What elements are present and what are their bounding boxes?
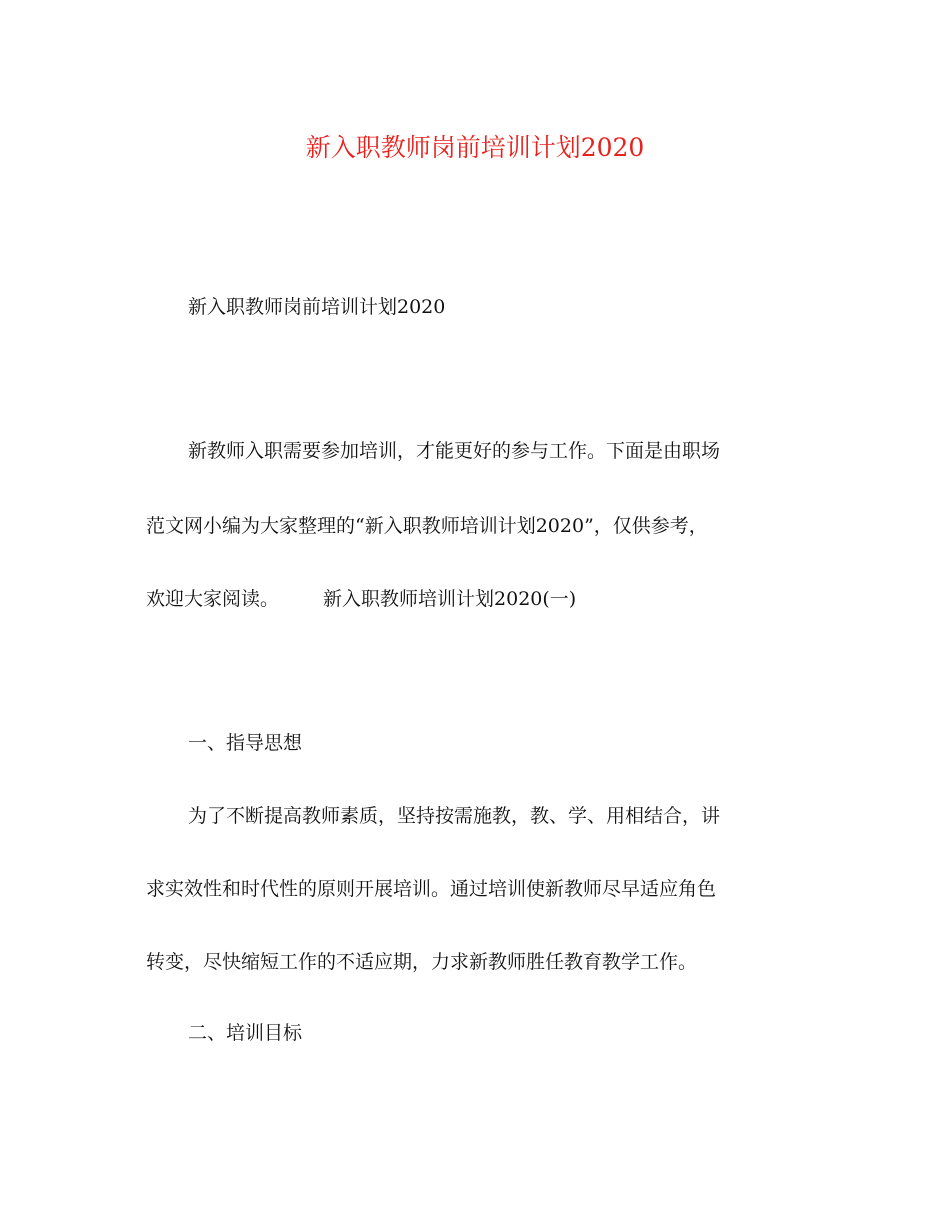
section-1-line-1: 为了不断提高教师素质，坚持按需施教，教、学、用相结合，讲 xyxy=(188,805,721,827)
section-1-line-2: 求实效性和时代性的原则开展培训。通过培训使新教师尽早适应角色 xyxy=(146,878,717,900)
intro-line-3 xyxy=(146,584,806,614)
intro-line-2: 范文网小编为大家整理的“新入职教师培训计划2020”，仅供参考， xyxy=(146,515,708,537)
intro-line-1: 新教师入职需要参加培训，才能更好的参与工作。下面是由职场 xyxy=(188,440,721,462)
section-1-heading: 一、指导思想 xyxy=(188,732,303,754)
document-subtitle: 新入职教师岗前培训计划2020 xyxy=(188,296,446,318)
document-title: 新入职教师岗前培训计划2020 xyxy=(305,133,645,162)
section-title-plan-one: 新入职教师培训计划2020(一) xyxy=(323,588,577,610)
intro-line-3-text: 欢迎大家阅读。 xyxy=(146,588,280,610)
section-2-heading: 二、培训目标 xyxy=(188,1022,303,1044)
section-1-line-3: 转变，尽快缩短工作的不适应期，力求新教师胜任教育教学工作。 xyxy=(146,951,698,973)
